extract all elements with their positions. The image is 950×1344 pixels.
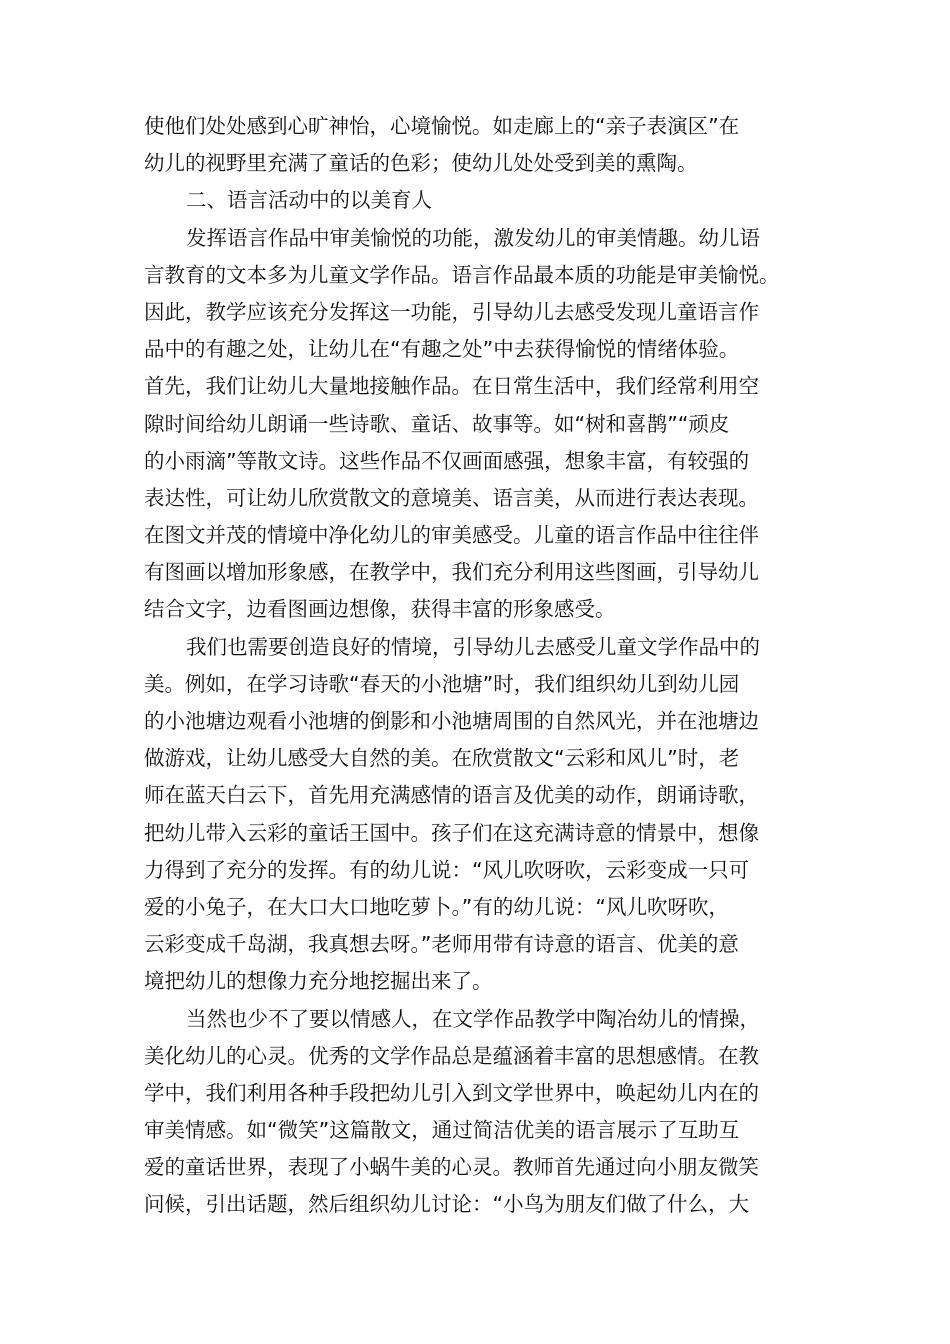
text-line: 表达性，可让幼儿欣赏散文的意境美、语言美，从而进行表达表现。: [144, 485, 759, 510]
text-line: 的小池塘边观看小池塘的倒影和小池塘周围的自然风光，并在池塘边: [144, 709, 759, 733]
text-line: 结合文字，边看图画边想像，获得丰富的形象感受。: [144, 597, 616, 622]
text-line: 品中的有趣之处，让幼儿在“有趣之处”中去获得愉悦的情绪体验。: [144, 337, 740, 362]
text-line: 云彩变成千岛湖，我真想去呀。”老师用带有诗意的语言、优美的意: [144, 932, 739, 957]
text-line: 的小雨滴”等散文诗。这些作品不仅画面感强，想象丰富，有较强的: [144, 448, 750, 473]
text-line: 因此，教学应该充分发挥这一功能，引导幼儿去感受发现儿童语言作: [144, 299, 759, 324]
text-line: 美化幼儿的心灵。优秀的文学作品总是蕴涵着丰富的思想感情。在教: [144, 1043, 759, 1068]
text-line: 力得到了充分的发挥。有的幼儿说：“风儿吹呀吹，云彩变成一只可: [144, 857, 750, 882]
paragraph-first-line: 当然也少不了要以情感人，在文学作品教学中陶冶幼儿的情操，: [186, 1006, 760, 1031]
text-line: 首先，我们让幼儿大量地接触作品。在日常生活中，我们经常利用空: [144, 374, 759, 399]
text-line: 师在蓝天白云下，首先用充满感情的语言及优美的动作，朗诵诗歌，: [144, 783, 759, 808]
text-line: 有图画以增加形象感，在教学中，我们充分利用这些图画，引导幼儿: [144, 560, 759, 585]
paragraph-first-line: 发挥语言作品中审美愉悦的功能，激发幼儿的审美情趣。幼儿语: [186, 225, 760, 250]
text-line: 爱的童话世界，表现了小蜗牛美的心灵。教师首先通过向小朋友微笑: [144, 1155, 759, 1180]
text-line: 使他们处处感到心旷神怡，心境愉悦。如走廊上的“亲子表演区”在: [144, 114, 740, 138]
document-body: [144, 108, 824, 1224]
text-line: 学中，我们利用各种手段把幼儿引入到文学世界中，唤起幼儿内在的: [144, 1080, 759, 1105]
text-line: 审美情感。如“微笑”这篇散文，通过简洁优美的语言展示了互助互: [144, 1118, 740, 1143]
text-line: 做游戏，让幼儿感受大自然的美。在欣赏散文“云彩和风儿”时，老: [144, 746, 740, 771]
text-line: 境把幼儿的想像力充分地挖掘出来了。: [144, 969, 493, 994]
text-line: 把幼儿带入云彩的童话王国中。孩子们在这充满诗意的情景中，想像: [144, 820, 759, 845]
text-line: 言教育的文本多为儿童文学作品。语言作品最本质的功能是审美愉悦。: [144, 262, 780, 287]
text-line: 幼儿的视野里充满了童话的色彩；使幼儿处处受到美的熏陶。: [144, 151, 698, 176]
text-line: 美。例如，在学习诗歌“春天的小池塘”时，我们组织幼儿到幼儿园: [144, 671, 740, 696]
text-line: 隙时间给幼儿朗诵一些诗歌、童话、故事等。如“树和喜鹊”“顽皮: [144, 411, 730, 436]
text-line: 爱的小兔子，在大口大口地吃萝卜。”有的幼儿说：“风儿吹呀吹，: [144, 894, 729, 919]
text-line: 问候，引出话题，然后组织幼儿讨论：“小鸟为朋友们做了什么，大: [144, 1192, 750, 1217]
paragraph-first-line: 我们也需要创造良好的情境，引导幼儿去感受儿童文学作品中的: [186, 634, 760, 659]
text-line: 在图文并茂的情境中净化幼儿的审美感受。儿童的语言作品中往往伴: [144, 523, 759, 548]
paragraph-first-line: 二、语言活动中的以美育人: [186, 188, 432, 213]
